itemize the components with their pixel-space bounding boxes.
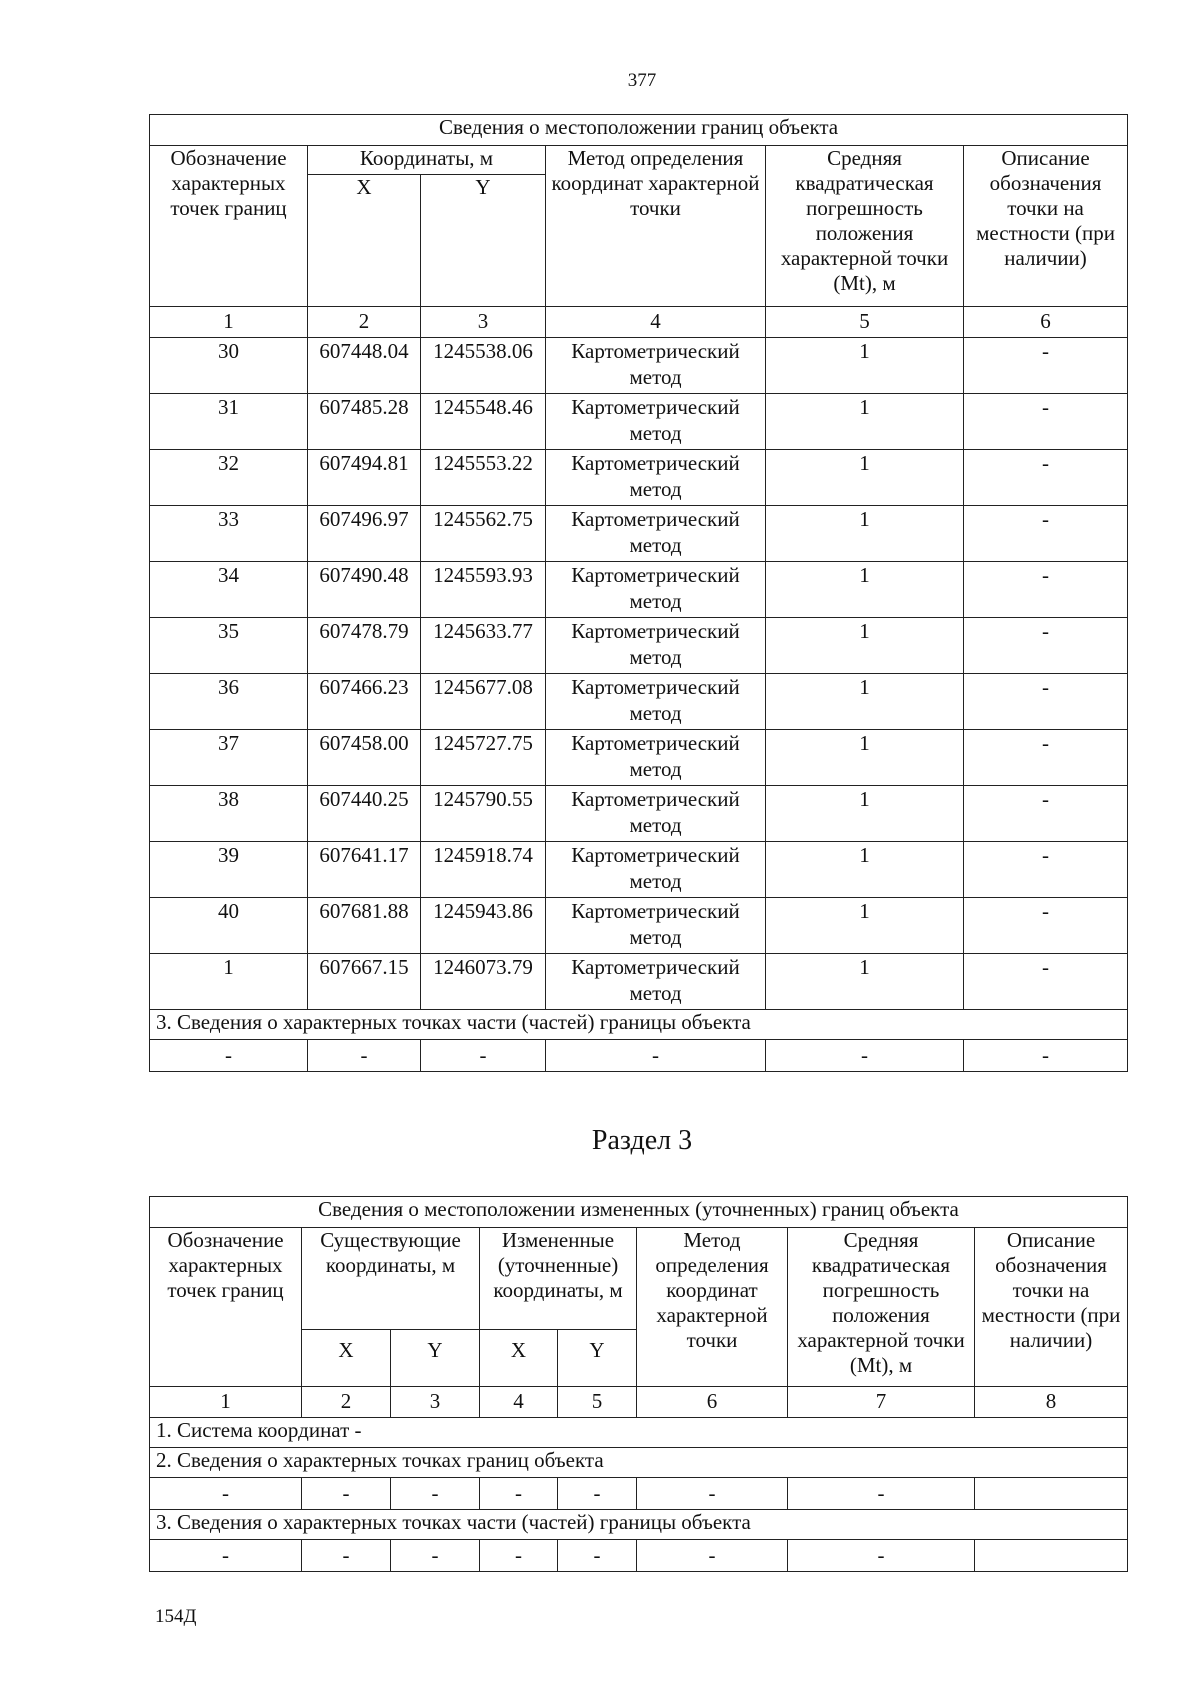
table-caption: Сведения о местоположении границ объекта — [150, 115, 1128, 146]
y-cell: 1245918.74 — [421, 842, 546, 898]
x-cell: 607485.28 — [308, 394, 421, 450]
table-cell — [975, 1478, 1128, 1510]
coordinate-system-row: 1. Система координат - — [150, 1418, 1128, 1448]
section-3-row — [150, 1040, 1128, 1072]
table-cell: - — [302, 1540, 391, 1572]
y-cell: 1245593.93 — [421, 562, 546, 618]
column-number-cell: 6 — [964, 307, 1128, 338]
table-row — [150, 562, 1128, 618]
y-cell: 1245538.06 — [421, 338, 546, 394]
column-number-cell: 8 — [975, 1387, 1128, 1418]
y-cell: 1245562.75 — [421, 506, 546, 562]
x-cell: 607478.79 — [308, 618, 421, 674]
table-caption: Сведения о местоположении измененных (уточненных) границ объекта — [150, 1197, 1128, 1228]
table-row — [150, 954, 1128, 1010]
table-cell: - — [480, 1478, 558, 1510]
point-cell: 1 — [150, 954, 308, 1010]
page-number: 377 — [627, 70, 657, 91]
y-cell: 1245633.77 — [421, 618, 546, 674]
table-row — [150, 730, 1128, 786]
table-cell: - — [558, 1478, 637, 1510]
table-cell: - — [558, 1540, 637, 1572]
header-description: Описание обозначения точки на местности (при наличии) — [964, 146, 1128, 307]
point-cell: 34 — [150, 562, 308, 618]
point-cell: 39 — [150, 842, 308, 898]
x-cell: 607458.00 — [308, 730, 421, 786]
table-cell: - — [637, 1478, 788, 1510]
header-y: Y — [421, 175, 546, 307]
section-3-title: 3. Сведения о характерных точках части (частей) границы объекта — [150, 1510, 1128, 1540]
column-number-cell: 2 — [308, 307, 421, 338]
description-cell: - — [964, 394, 1128, 450]
error-cell: 1 — [766, 450, 964, 506]
method-cell: Картометрический метод — [546, 842, 766, 898]
point-cell: 40 — [150, 898, 308, 954]
header-x-changed: X — [480, 1329, 558, 1386]
column-numbers-row — [150, 1387, 1128, 1418]
header-y-existing: Y — [391, 1329, 480, 1386]
header-method: Метод определения координат характерной точки — [637, 1228, 788, 1387]
error-cell: 1 — [766, 786, 964, 842]
table-row — [150, 506, 1128, 562]
header-error: Средняя квадратическая погрешность положения характерной точки (Mt), м — [766, 146, 964, 307]
table-cell: - — [391, 1540, 480, 1572]
x-cell: 607448.04 — [308, 338, 421, 394]
column-number-cell: 1 — [150, 307, 308, 338]
method-cell: Картометрический метод — [546, 394, 766, 450]
column-numbers-row — [150, 307, 1128, 338]
table-row — [150, 898, 1128, 954]
header-x: X — [308, 175, 421, 307]
table-row — [150, 450, 1128, 506]
table-cell: - — [546, 1040, 766, 1072]
table-row — [150, 338, 1128, 394]
y-cell: 1245727.75 — [421, 730, 546, 786]
table-cell: - — [964, 1040, 1128, 1072]
changed-boundary-table — [149, 1196, 1128, 1572]
table-cell — [975, 1540, 1128, 1572]
method-cell: Картометрический метод — [546, 674, 766, 730]
point-cell: 36 — [150, 674, 308, 730]
x-cell: 607681.88 — [308, 898, 421, 954]
column-number-cell: 5 — [766, 307, 964, 338]
table-cell: - — [391, 1478, 480, 1510]
table-cell: - — [766, 1040, 964, 1072]
point-cell: 38 — [150, 786, 308, 842]
y-cell: 1245553.22 — [421, 450, 546, 506]
x-cell: 607490.48 — [308, 562, 421, 618]
method-cell: Картометрический метод — [546, 954, 766, 1010]
point-cell: 31 — [150, 394, 308, 450]
section-3-title: 3. Сведения о характерных точках части (частей) границы объекта — [150, 1010, 1128, 1040]
y-cell: 1245943.86 — [421, 898, 546, 954]
x-cell: 607496.97 — [308, 506, 421, 562]
table-row — [150, 618, 1128, 674]
table-cell: - — [480, 1540, 558, 1572]
section-2-title: 2. Сведения о характерных точках границ объекта — [150, 1448, 1128, 1478]
method-cell: Картометрический метод — [546, 730, 766, 786]
y-cell: 1245677.08 — [421, 674, 546, 730]
error-cell: 1 — [766, 562, 964, 618]
error-cell: 1 — [766, 674, 964, 730]
y-cell: 1246073.79 — [421, 954, 546, 1010]
table-cell: - — [637, 1540, 788, 1572]
table-cell: - — [788, 1478, 975, 1510]
header-method: Метод определения координат характерной точки — [546, 146, 766, 307]
table-cell: - — [302, 1478, 391, 1510]
table-cell: - — [421, 1040, 546, 1072]
column-number-cell: 3 — [391, 1387, 480, 1418]
error-cell: 1 — [766, 394, 964, 450]
description-cell: - — [964, 786, 1128, 842]
error-cell: 1 — [766, 730, 964, 786]
column-number-cell: 4 — [480, 1387, 558, 1418]
error-cell: 1 — [766, 338, 964, 394]
section-2-row — [150, 1478, 1128, 1510]
point-cell: 30 — [150, 338, 308, 394]
footer-code: 154Д — [155, 1606, 197, 1627]
table-cell: - — [308, 1040, 421, 1072]
section-3-row — [150, 1540, 1128, 1572]
column-number-cell: 2 — [302, 1387, 391, 1418]
table-cell: - — [150, 1540, 302, 1572]
description-cell: - — [964, 842, 1128, 898]
column-number-cell: 5 — [558, 1387, 637, 1418]
description-cell: - — [964, 730, 1128, 786]
header-existing-coords: Существующие координаты, м — [302, 1228, 480, 1330]
header-x-existing: X — [302, 1329, 391, 1386]
point-cell: 33 — [150, 506, 308, 562]
error-cell: 1 — [766, 506, 964, 562]
table-cell: - — [788, 1540, 975, 1572]
description-cell: - — [964, 618, 1128, 674]
section-heading: Раздел 3 — [591, 1125, 693, 1156]
description-cell: - — [964, 338, 1128, 394]
method-cell: Картометрический метод — [546, 506, 766, 562]
header-y-changed: Y — [558, 1329, 637, 1386]
point-cell: 35 — [150, 618, 308, 674]
x-cell: 607466.23 — [308, 674, 421, 730]
method-cell: Картометрический метод — [546, 450, 766, 506]
column-number-cell: 1 — [150, 1387, 302, 1418]
method-cell: Картометрический метод — [546, 898, 766, 954]
table-row — [150, 674, 1128, 730]
table-row — [150, 786, 1128, 842]
column-number-cell: 3 — [421, 307, 546, 338]
description-cell: - — [964, 506, 1128, 562]
description-cell: - — [964, 562, 1128, 618]
column-number-cell: 4 — [546, 307, 766, 338]
method-cell: Картометрический метод — [546, 786, 766, 842]
header-error: Средняя квадратическая погрешность положения характерной точки (Mt), м — [788, 1228, 975, 1387]
error-cell: 1 — [766, 898, 964, 954]
header-point: Обозначение характерных точек границ — [150, 1228, 302, 1387]
description-cell: - — [964, 954, 1128, 1010]
boundary-table — [149, 114, 1128, 1072]
header-point: Обозначение характерных точек границ — [150, 146, 308, 307]
header-coords: Координаты, м — [308, 146, 546, 175]
table-cell: - — [150, 1040, 308, 1072]
table-row — [150, 394, 1128, 450]
method-cell: Картометрический метод — [546, 338, 766, 394]
description-cell: - — [964, 450, 1128, 506]
x-cell: 607494.81 — [308, 450, 421, 506]
point-cell: 32 — [150, 450, 308, 506]
column-number-cell: 6 — [637, 1387, 788, 1418]
header-changed-coords: Измененные (уточненные) координаты, м — [480, 1228, 637, 1330]
method-cell: Картометрический метод — [546, 562, 766, 618]
description-cell: - — [964, 898, 1128, 954]
error-cell: 1 — [766, 618, 964, 674]
x-cell: 607641.17 — [308, 842, 421, 898]
table-cell: - — [150, 1478, 302, 1510]
method-cell: Картометрический метод — [546, 618, 766, 674]
error-cell: 1 — [766, 954, 964, 1010]
x-cell: 607440.25 — [308, 786, 421, 842]
y-cell: 1245548.46 — [421, 394, 546, 450]
column-number-cell: 7 — [788, 1387, 975, 1418]
x-cell: 607667.15 — [308, 954, 421, 1010]
description-cell: - — [964, 674, 1128, 730]
header-description: Описание обозначения точки на местности (при наличии) — [975, 1228, 1128, 1387]
table-row — [150, 842, 1128, 898]
error-cell: 1 — [766, 842, 964, 898]
y-cell: 1245790.55 — [421, 786, 546, 842]
point-cell: 37 — [150, 730, 308, 786]
